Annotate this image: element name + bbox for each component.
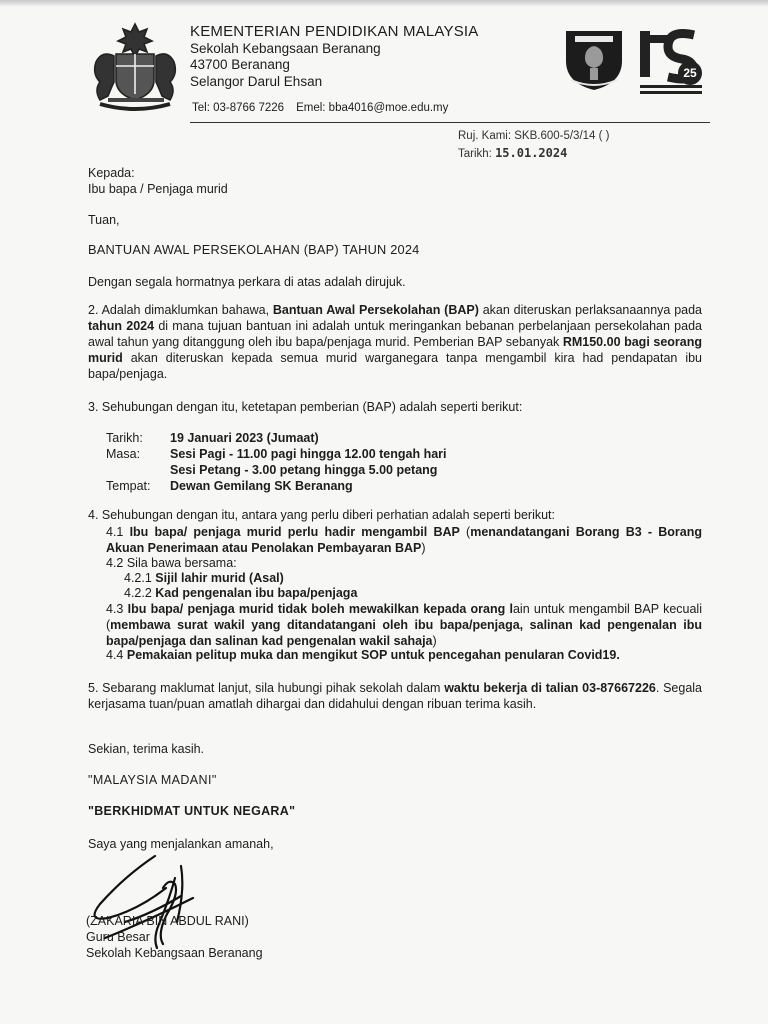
contact-line [192,102,448,114]
item-4-3-paren-close: ) [432,634,437,648]
item-4-1-paren-close: ) [421,541,426,555]
paragraph-3: 3. Sehubungan dengan itu, ketetapan pemberian (BAP) adalah seperti berikut: [88,400,523,414]
schedule-place-label: Tempat: [106,479,151,493]
item-4-1-form: menandatangani Borang B3 - Borang Akuan Penerimaan atau Penolakan Pembayaran BAP [106,525,702,555]
handwritten-date: 15.01.2024 [495,146,568,160]
school-state: Selangor Darul Ehsan [190,73,323,89]
schedule-block [106,430,447,494]
item-4-3 [106,601,702,649]
item-4-4 [106,648,620,664]
para5-bold-phone: waktu bekerja di talian 03-87667226 [444,681,656,695]
para2-text-1: 2. Adalah dimaklumkan bahawa, [88,303,273,317]
schedule-place-row [106,478,447,494]
item-4-3-conditions: membawa surat wakil yang ditandatangani oleh ibu bapa/penjaga, salinan kad pengenalan ibu bapa/penjaga dan salinan kad pengenalan wakil sahaja [106,618,702,648]
item-4-2-1 [124,571,284,587]
item-4-2-2 [124,586,357,602]
paragraph-5 [88,680,702,712]
item-4-2-2-number: 4.2.2 [124,586,156,600]
schedule-place-value: Dewan Gemilang SK Beranang [170,479,353,493]
item-4-1-paren-open: ( [459,525,471,539]
recipient-block [88,166,228,197]
school-name: Sekolah Kebangsaan Beranang [190,40,381,56]
school-crest-icon [563,28,625,92]
school-postcode-town: 43700 Beranang [190,57,290,72]
item-4-1-bold: Ibu bapa/ penjaga murid perlu hadir mengambil BAP [129,525,460,539]
paragraph-4-intro: 4. Sehubungan dengan itu, antara yang perlu diberi perhatian adalah seperti berikut: [88,508,556,522]
signatory-school: Sekolah Kebangsaan Beranang [86,946,263,960]
paragraph-1: Dengan segala hormatnya perkara di atas adalah dirujuk. [88,275,406,289]
item-4-1-number: 4.1 [106,525,130,539]
email: Emel: bba4016@moe.edu.my [296,102,449,114]
reference-date [458,146,567,160]
signatory-title: Guru Besar [86,930,150,944]
recipient-name: Ibu bapa / Penjaga murid [88,181,228,196]
item-4-2: 4.2 Sila bawa bersama: [106,556,237,570]
recipient-label: Kepada: [88,166,135,180]
paragraph-2 [88,302,702,382]
svg-text:25: 25 [683,66,697,80]
telephone: Tel: 03-8766 7226 [192,102,285,114]
para2-text-4: akan diteruskan kepada semua murid warganegara tanpa mengambil kira had pendapatan ibu bapa/penjaga. [88,351,702,381]
ministry-name: KEMENTERIAN PENDIDIKAN MALAYSIA [190,23,479,40]
item-4-3-bold: Ibu bapa/ penjaga murid tidak boleh mewakilkan kepada orang l [127,602,513,616]
item-4-2-1-text: Sijil lahir murid (Asal) [155,571,284,585]
salutation: Tuan, [88,213,120,227]
schedule-time-afternoon: Sesi Petang - 3.00 petang hingga 5.00 petang [170,463,438,477]
schedule-date-value: 19 Januari 2023 (Jumaat) [170,431,319,445]
closing-trust: Saya yang menjalankan amanah, [88,837,274,851]
schedule-time-morning: Sesi Pagi - 11.00 pagi hingga 12.00 tengah hari [170,447,447,461]
reference-number: Ruj. Kami: SKB.600-5/3/14 ( ) [458,130,610,142]
ts25-logo-icon [636,27,706,97]
closing-thanks: Sekian, terima kasih. [88,742,205,756]
para2-bold-amount: RM150.00 bagi seorang murid [88,335,702,365]
item-4-3-text: ain untuk mengambil BAP kecuali ( [106,602,702,632]
schedule-time-label: Masa: [106,447,141,461]
scan-edge [0,0,768,6]
item-4-4-number: 4.4 [106,648,127,662]
motto-berkhidmat: "BERKHIDMAT UNTUK NEGARA" [88,804,296,818]
signatory-name: (ZAKARIA BIN ABDUL RANI) [86,914,249,928]
item-4-3-number: 4.3 [106,602,128,616]
item-4-4-text: Pemakaian pelitup muka dan mengikut SOP untuk pencegahan penularan Covid19. [126,648,620,662]
subject-line: BANTUAN AWAL PERSEKOLAHAN (BAP) TAHUN 2024 [88,242,420,257]
para2-bold-bap: Bantuan Awal Persekolahan (BAP) [272,303,479,317]
para2-text-2: akan diteruskan perlaksanaannya pada [478,303,703,317]
schedule-date-row [106,430,447,446]
para2-text-3: di mana tujuan bantuan ini adalah untuk meringankan bebanan perbelanjaan persekolahan pada awal tahun yang ditanggung oleh ibu bapa/penjaga murid. Pemberian BAP sebanyak [88,319,702,349]
motto-malaysia-madani: "MALAYSIA MADANI" [88,773,217,787]
date-label: Tarikh: [458,148,492,160]
coat-of-arms-scroll [108,98,164,102]
letterhead-rule [190,122,710,123]
para2-bold-year: tahun 2024 [88,319,155,333]
item-4-2-1-number: 4.2.1 [124,571,156,585]
para5-text-2: . Segala kerjasama tuan/puan amatlah dihargai dan didahului dengan ribuan terima kasih. [88,681,703,711]
schedule-date-label: Tarikh: [106,431,143,445]
para5-text-1: 5. Sebarang maklumat lanjut, sila hubungi pihak sekolah dalam [88,681,445,695]
item-4-1 [106,524,702,556]
letterhead [190,24,520,90]
schedule-time-row-2 [106,462,447,478]
item-4-2-2-text: Kad pengenalan ibu bapa/penjaga [155,586,358,600]
schedule-time-row [106,446,447,462]
